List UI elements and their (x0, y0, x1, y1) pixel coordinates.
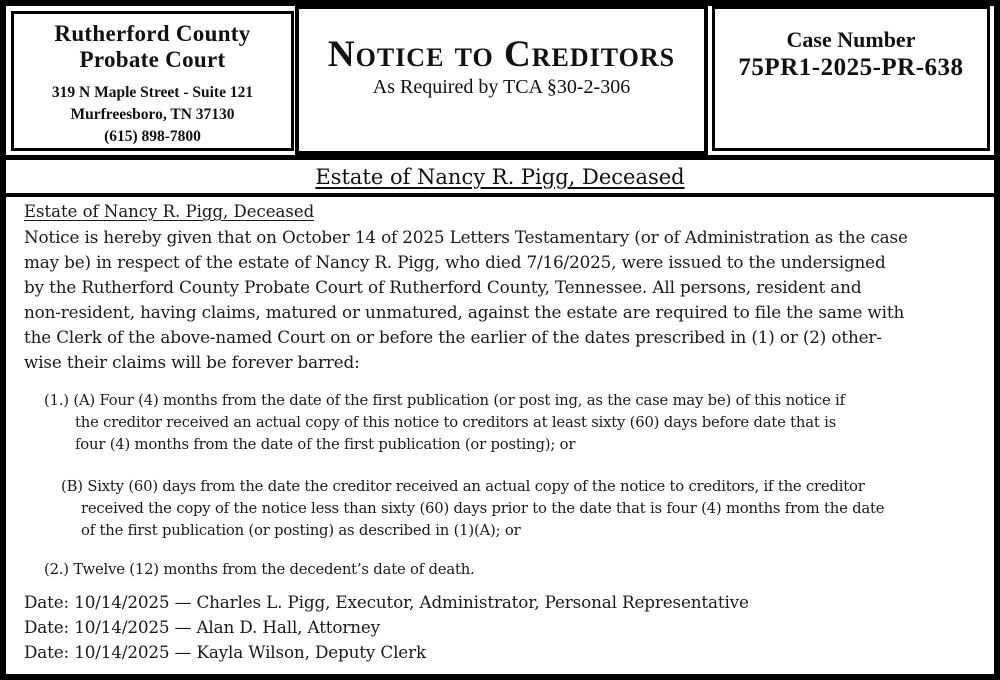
body-heading (24, 200, 984, 224)
court-name-line2: Probate Court (79, 47, 226, 72)
court-name (14, 21, 291, 73)
list-item-2 (24, 559, 984, 581)
paragraph-line: by the Rutherford County Probate Court of Rutherford County, Tennessee. All persons, resident and (24, 277, 862, 297)
notice-paragraph (24, 225, 984, 375)
court-address-city: Murfreesboro, TN 37130 (70, 106, 235, 123)
notice-title: Notice to Creditors (327, 34, 676, 75)
paragraph-line: wise their claims will be forever barred: (24, 352, 360, 372)
list-line: of the first publication (or posting) as described in (1)(A); or (81, 522, 521, 539)
court-phone: (615) 898-7800 (104, 128, 201, 145)
paragraph-line: non-resident, having claims, matured or unmatured, against the estate are required to file the same with (24, 302, 905, 322)
deadline-list (24, 390, 984, 581)
list-line: (B) Sixty (60) days from the date the creditor received an actual copy of the notice to creditors, if the creditor (61, 478, 865, 495)
signature-line-executor: Date: 10/14/2025 — Charles L. Pigg, Executor, Administrator, Personal Representative (24, 592, 749, 612)
notice-title-box (295, 5, 708, 155)
court-address-street: 319 N Maple Street - Suite 121 (51, 84, 254, 101)
list-line: (1.) (A) Four (4) months from the date of the first publication (or post ing, as the case may be) of this notice if (44, 392, 845, 409)
case-number-box (712, 6, 990, 151)
list-item-1a (24, 390, 984, 456)
court-address (14, 82, 291, 148)
paragraph-line: the Clerk of the above-named Court on or before the earlier of the dates prescribed in (1) or (2) other- (24, 327, 882, 347)
signature-line-deputy-clerk: Date: 10/14/2025 — Kayla Wilson, Deputy Clerk (24, 642, 426, 662)
paragraph-line: Notice is hereby given that on October 14 of 2025 Letters Testamentary (or of Administration as the case (24, 227, 908, 247)
signature-block (24, 590, 984, 665)
list-item-1b (24, 476, 984, 542)
signature-line-attorney: Date: 10/14/2025 — Alan D. Hall, Attorney (24, 617, 380, 637)
list-line: the creditor received an actual copy of this notice to creditors at least sixty (60) days before date that is (75, 414, 837, 431)
list-line: (2.) Twelve (12) months from the decedent’s date of death. (44, 561, 475, 578)
case-number-label: Case Number (786, 27, 916, 52)
court-name-line1: Rutherford County (54, 21, 251, 46)
case-number-value: 75PR1-2025-PR-638 (738, 54, 964, 81)
list-line: received the copy of the notice less than sixty (60) days prior to the date that is four (4) months from the date (81, 500, 885, 517)
court-info-box (11, 11, 294, 151)
list-line: four (4) months from the date of the first publication (or posting); or (75, 436, 576, 453)
estate-banner (6, 160, 994, 193)
estate-banner-text: Estate of Nancy R. Pigg, Deceased (315, 164, 685, 189)
notice-subtitle: As Required by TCA §30-2-306 (372, 76, 631, 98)
paragraph-line: may be) in respect of the estate of Nancy R. Pigg, who died 7/16/2025, were issued to the undersigned (24, 252, 886, 272)
document-body (6, 197, 994, 665)
document-header (6, 6, 994, 155)
body-heading-text: Estate of Nancy R. Pigg, Deceased (24, 202, 315, 221)
